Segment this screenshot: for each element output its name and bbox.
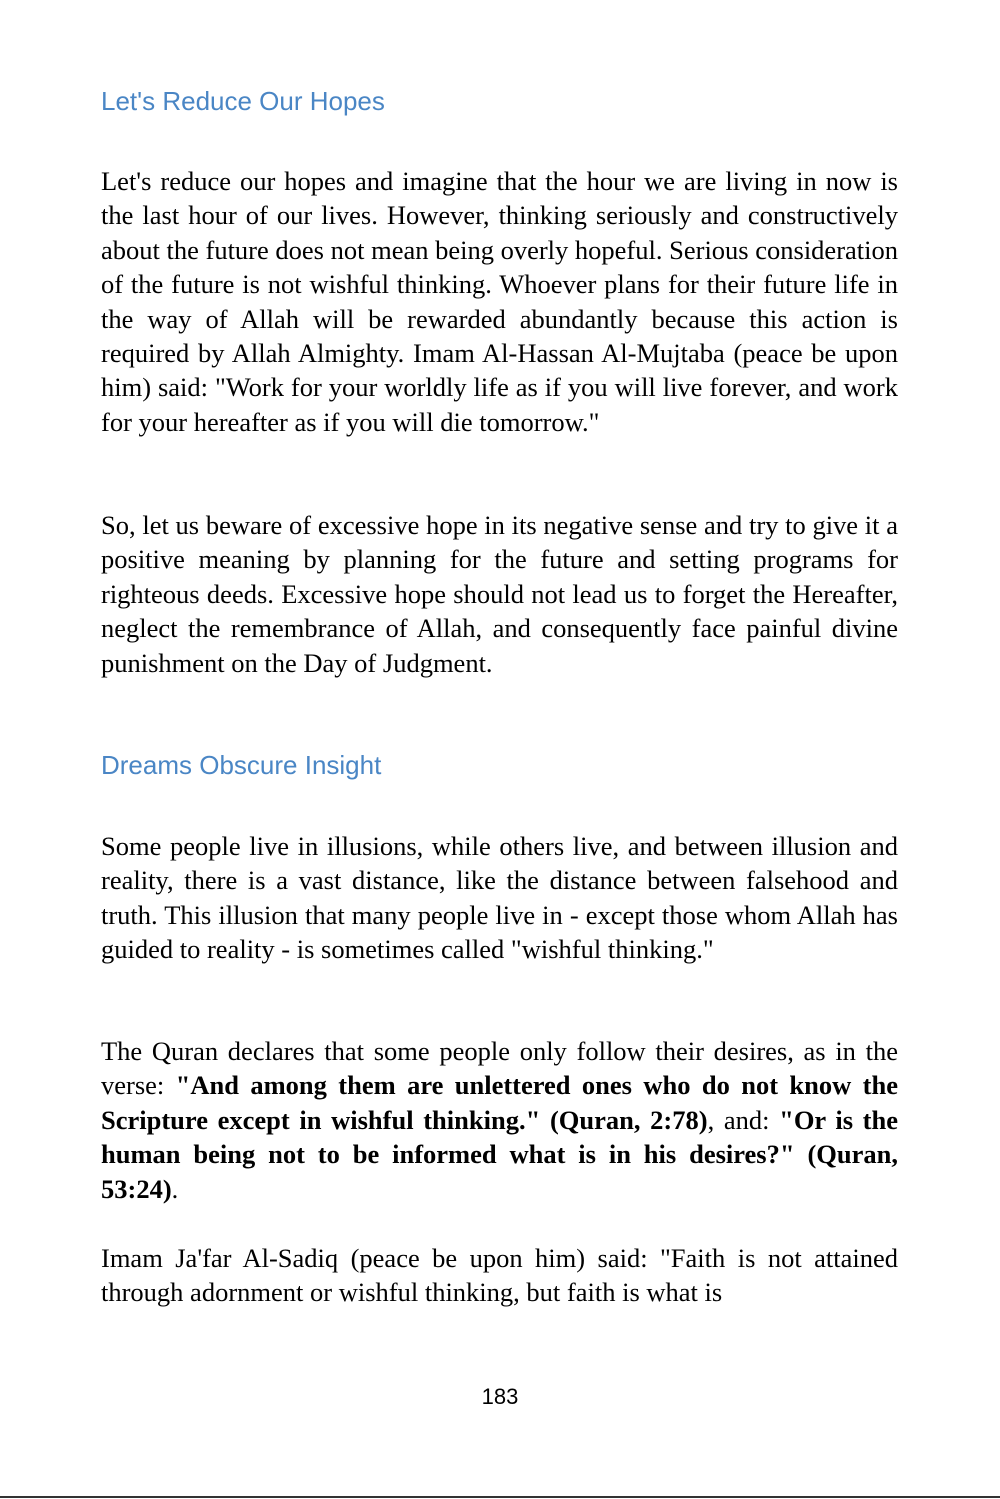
paragraph-dreams-2-intro: The Quran declares that some people only follow their desires, as in the verse: [101, 1036, 898, 1101]
paragraph-dreams-1: Some people live in illusions, while others live, and between illusion and reality, there is a vast distance, like the distance between falsehood and truth. This illusion that many people live in - except those whom Allah has guided to reality - is sometimes called "wishful thinking." [101, 831, 898, 965]
page-number: 183 [481, 1384, 519, 1409]
paragraph-dreams-3: Imam Ja'far Al-Sadiq (peace be upon him) said: "Faith is not attained through adornment or wishful thinking, but faith is what is [101, 1243, 898, 1308]
paragraph-dreams-2-mid: , and: [707, 1104, 780, 1135]
quran-verse-53-24: "Or is the human being not to be informed what is in his desires?" (Quran, 53:24) [101, 1104, 899, 1204]
section-heading-dreams-insight: Dreams Obscure Insight [101, 750, 382, 780]
section-heading-reduce-hopes: Let's Reduce Our Hopes [101, 86, 385, 116]
paragraph-dreams-2 [101, 1034, 898, 1206]
paragraph-reduce-hopes-1: Let's reduce our hopes and imagine that the hour we are living in now is the last hour of our lives. However, thinking seriously and constructively about the future does not mean being overly hopeful. Serious consideration of the future is not wishful thinking. Whoever plans for their future life in the way of Allah will be rewarded abundantly because this action is required by Allah Almighty. Imam Al-Hassan Al-Mujtaba (peace be upon him) said: "Work for your worldly life as if you will live forever, and work for your hereafter as if you will die tomorrow." [101, 166, 899, 437]
paragraph-dreams-2-end: . [171, 1173, 179, 1204]
quran-verse-2-78: "And among them are unlettered ones who do not know the Scripture except in wishful thinking." (Quran, 2:78) [101, 1070, 898, 1135]
bottom-divider [0, 1496, 1000, 1498]
paragraph-reduce-hopes-2: So, let us beware of excessive hope in its negative sense and try to give it a positive meaning by planning for the future and setting programs for righteous deeds. Excessive hope should not lead us to forget the Hereafter, neglect the remembrance of Allah, and consequently face painful divine punishment on the Day of Judgment. [101, 510, 898, 678]
